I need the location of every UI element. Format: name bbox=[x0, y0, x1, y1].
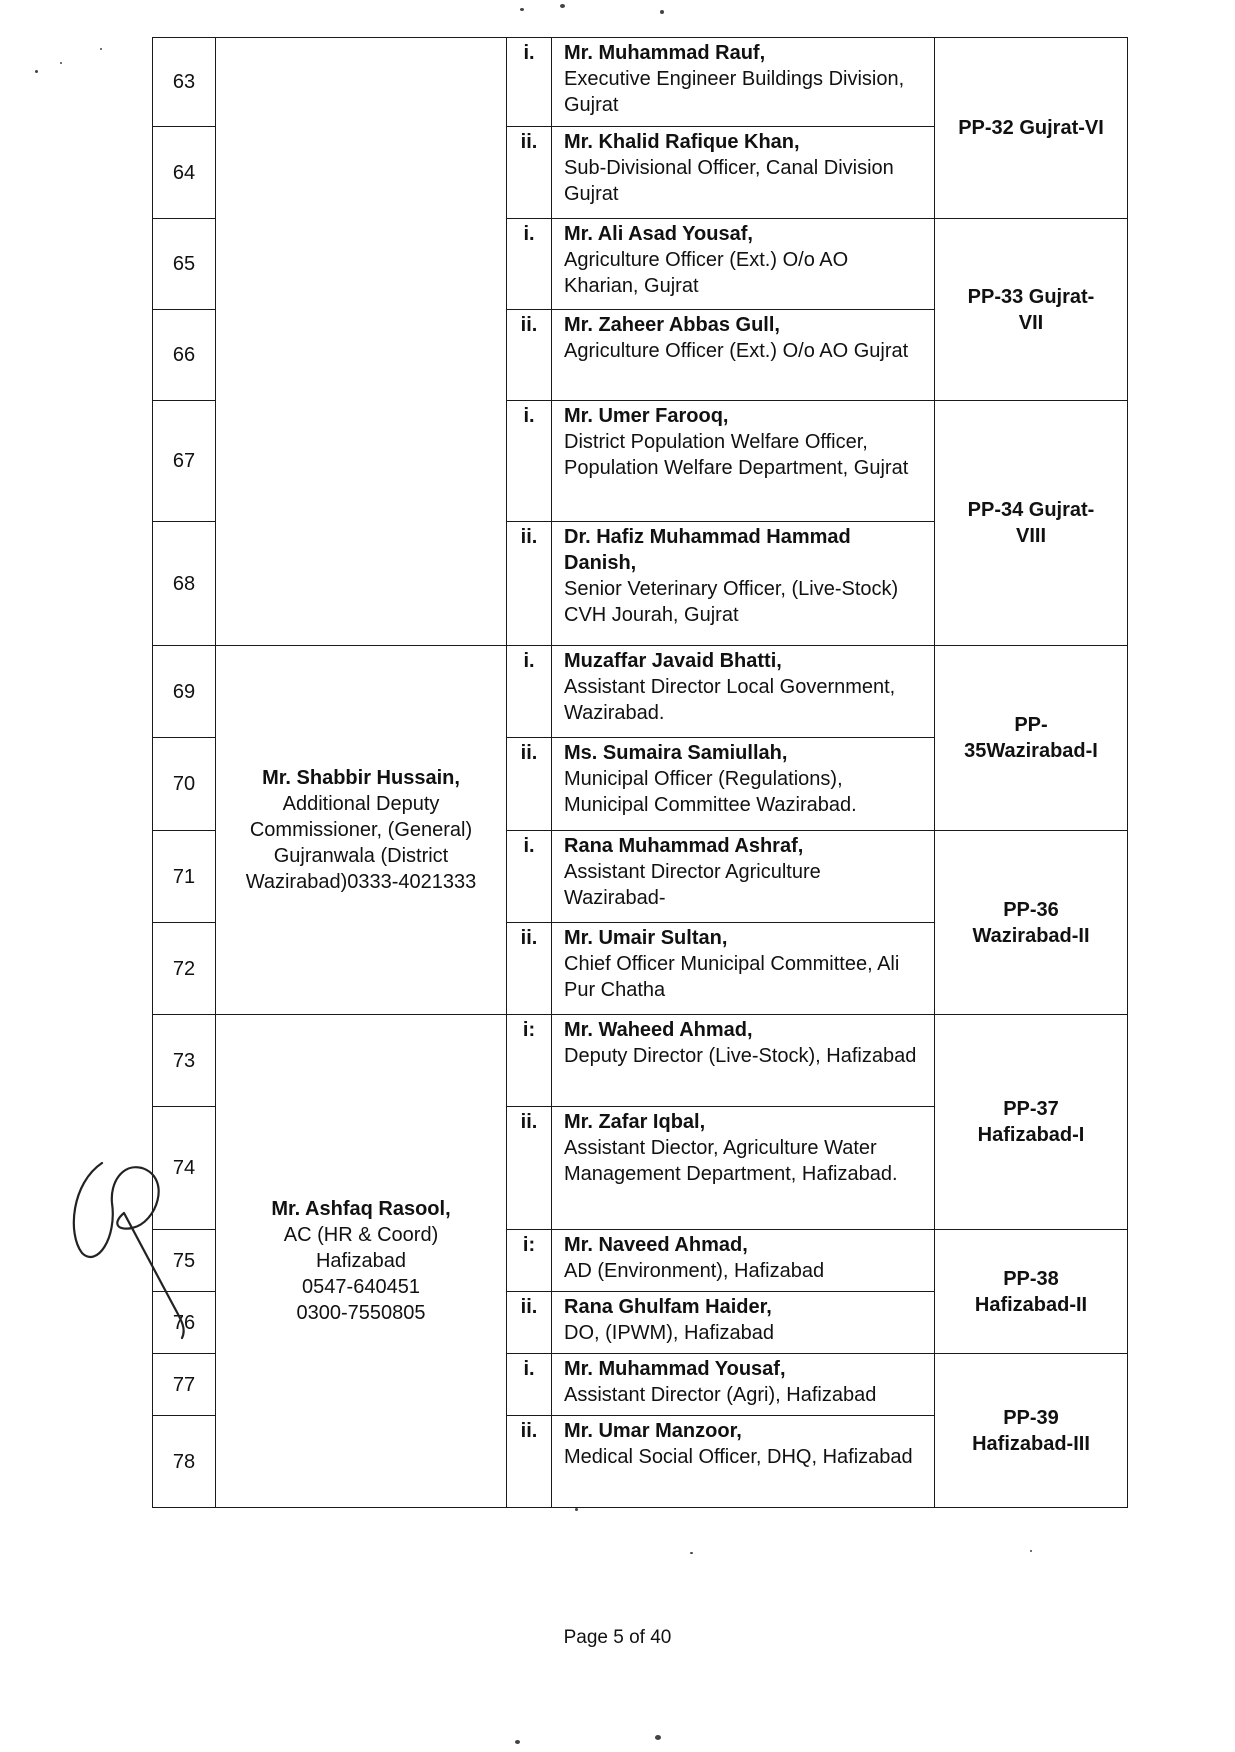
constituency-label-line2: 35Wazirabad-I bbox=[964, 740, 1098, 762]
constituency-label-line2: VII bbox=[1018, 311, 1044, 334]
serial-number: 70 bbox=[153, 738, 216, 831]
officer-cell bbox=[552, 1230, 935, 1292]
officer-designation: Agriculture Officer (Ext.) O/o AO Gujrat bbox=[564, 340, 909, 362]
officer-name: Mr. Waheed Ahmad, bbox=[564, 1019, 753, 1041]
officer-name: Rana Ghulfam Haider, bbox=[564, 1296, 772, 1318]
officer-cell bbox=[552, 1416, 935, 1508]
scan-speck bbox=[660, 10, 664, 14]
officer-designation: Sub-Divisional Officer, Canal Division Gujrat bbox=[564, 157, 894, 205]
returning-officer-cell-wazirabad bbox=[216, 646, 507, 1015]
returning-officer-name: Mr. Ashfaq Rasool, bbox=[271, 1198, 451, 1220]
officer-name: Mr. Muhammad Yousaf, bbox=[564, 1358, 786, 1380]
officer-cell bbox=[552, 401, 935, 522]
serial-number: 67 bbox=[153, 401, 216, 522]
officer-cell bbox=[552, 1354, 935, 1416]
handwritten-signature bbox=[62, 1143, 202, 1343]
constituency-cell bbox=[935, 1354, 1128, 1508]
page-number: Page 5 of 40 bbox=[563, 1627, 672, 1648]
scan-speck bbox=[100, 48, 102, 50]
sub-index: ii. bbox=[507, 923, 552, 1015]
scan-speck bbox=[655, 1735, 661, 1740]
returning-officer-line: AC (HR & Coord) bbox=[283, 1224, 439, 1246]
officer-designation: Agriculture Officer (Ext.) O/o AO Kharian, Gujrat bbox=[564, 249, 849, 297]
constituency-cell bbox=[935, 401, 1128, 646]
scan-speck bbox=[690, 1552, 693, 1554]
sub-index: ii. bbox=[507, 127, 552, 219]
officer-cell bbox=[552, 1015, 935, 1107]
officer-cell bbox=[552, 1107, 935, 1230]
officer-designation: Assistant Diector, Agriculture Water Management Department, Hafizabad. bbox=[564, 1137, 898, 1185]
officer-cell bbox=[552, 127, 935, 219]
constituency-cell bbox=[935, 831, 1128, 1015]
table-row bbox=[153, 1015, 1128, 1107]
officer-designation: Assistant Director (Agri), Hafizabad bbox=[564, 1384, 877, 1406]
constituency-label: PP-38 bbox=[1003, 1267, 1059, 1290]
officer-name: Muzaffar Javaid Bhatti, bbox=[564, 650, 782, 672]
scan-speck bbox=[520, 8, 524, 11]
constituency-label: PP-36 bbox=[1003, 898, 1059, 921]
returning-officer-phone: 0547-640451 bbox=[302, 1276, 420, 1298]
serial-number: 66 bbox=[153, 310, 216, 401]
returning-officer-line: Commissioner, (General) bbox=[249, 819, 473, 841]
serial-number: 75 bbox=[153, 1230, 216, 1292]
sub-index: ii. bbox=[507, 738, 552, 831]
officer-name: Dr. Hafiz Muhammad Hammad Danish, bbox=[564, 526, 851, 574]
serial-number: 73 bbox=[153, 1015, 216, 1107]
serial-number: 65 bbox=[153, 219, 216, 310]
officer-cell bbox=[552, 923, 935, 1015]
officer-cell bbox=[552, 831, 935, 923]
returning-officer-phone: Wazirabad)0333-4021333 bbox=[245, 871, 477, 893]
constituency-cell bbox=[935, 219, 1128, 401]
constituency-label: PP-32 Gujrat-VI bbox=[958, 117, 1104, 139]
scan-speck bbox=[35, 70, 38, 73]
sub-index: i. bbox=[507, 831, 552, 923]
serial-number: 71 bbox=[153, 831, 216, 923]
returning-officer-cell-gujrat bbox=[216, 38, 507, 646]
returning-officer-line: Additional Deputy bbox=[282, 793, 440, 815]
constituency-label: PP-34 Gujrat- bbox=[967, 499, 1095, 521]
returning-officer-line: Gujranwala (District bbox=[273, 845, 449, 867]
serial-number: 69 bbox=[153, 646, 216, 738]
serial-number: 76 bbox=[153, 1292, 216, 1354]
constituency-label-line2: Hafizabad-III bbox=[972, 1432, 1090, 1455]
sub-index: i. bbox=[507, 646, 552, 738]
officer-cell bbox=[552, 738, 935, 831]
sub-index: ii. bbox=[507, 310, 552, 401]
officer-cell bbox=[552, 38, 935, 127]
officer-cell bbox=[552, 1292, 935, 1354]
constituency-label-line2: Hafizabad-II bbox=[974, 1293, 1088, 1316]
returning-officer-cell-hafizabad bbox=[216, 1015, 507, 1508]
scan-speck bbox=[560, 4, 565, 8]
officer-designation: Chief Officer Municipal Committee, Ali Pur Chatha bbox=[564, 953, 900, 1001]
officer-designation: Municipal Officer (Regulations), Municipal Committee Wazirabad. bbox=[564, 768, 857, 816]
officer-name: Mr. Zaheer Abbas Gull, bbox=[564, 314, 780, 336]
officer-name: Mr. Naveed Ahmad, bbox=[564, 1234, 748, 1256]
constituency-cell bbox=[935, 1230, 1128, 1354]
sub-index: ii. bbox=[507, 1416, 552, 1508]
serial-number: 74 bbox=[153, 1107, 216, 1230]
officer-designation: Deputy Director (Live-Stock), Hafizabad bbox=[564, 1045, 917, 1067]
constituency-cell bbox=[935, 1015, 1128, 1230]
serial-number: 63 bbox=[153, 38, 216, 127]
officer-designation: Medical Social Officer, DHQ, Hafizabad bbox=[564, 1446, 913, 1468]
officer-cell bbox=[552, 522, 935, 646]
serial-number: 72 bbox=[153, 923, 216, 1015]
constituency-label: PP-37 bbox=[1003, 1098, 1059, 1120]
sub-index: i. bbox=[507, 38, 552, 127]
serial-number: 68 bbox=[153, 522, 216, 646]
officer-name: Mr. Zafar Iqbal, bbox=[564, 1111, 706, 1133]
serial-number: 78 bbox=[153, 1416, 216, 1508]
constituency-label: PP-39 bbox=[1003, 1406, 1059, 1429]
sub-index: i. bbox=[507, 1354, 552, 1416]
officer-name: Mr. Umer Farooq, bbox=[564, 405, 729, 427]
officer-designation: District Population Welfare Officer, Population Welfare Department, Gujrat bbox=[564, 431, 909, 479]
officer-cell bbox=[552, 219, 935, 310]
officer-name: Mr. Umar Manzoor, bbox=[564, 1420, 742, 1442]
officer-designation: Senior Veterinary Officer, (Live-Stock) CVH Jourah, Gujrat bbox=[564, 578, 899, 626]
officer-designation: Assistant Director Agriculture Wazirabad- bbox=[564, 861, 821, 909]
officer-name: Mr. Umair Sultan, bbox=[564, 927, 728, 949]
sub-index: i: bbox=[507, 1230, 552, 1292]
constituency-label: PP- bbox=[1014, 714, 1048, 736]
officer-name: Mr. Ali Asad Yousaf, bbox=[564, 223, 753, 245]
officer-designation: AD (Environment), Hafizabad bbox=[564, 1260, 825, 1282]
officer-name: Ms. Sumaira Samiullah, bbox=[564, 742, 788, 764]
scan-speck bbox=[515, 1740, 520, 1744]
constituency-label-line2: Wazirabad-II bbox=[972, 924, 1090, 947]
constituency-cell bbox=[935, 38, 1128, 219]
officer-allocation-table bbox=[152, 37, 1128, 1508]
officer-name: Mr. Khalid Rafique Khan, bbox=[564, 131, 800, 153]
constituency-label-line2: Hafizabad-I bbox=[977, 1124, 1085, 1146]
serial-number: 77 bbox=[153, 1354, 216, 1416]
officer-name: Mr. Muhammad Rauf, bbox=[564, 42, 766, 64]
officer-name: Rana Muhammad Ashraf, bbox=[564, 835, 804, 857]
sub-index: i: bbox=[507, 1015, 552, 1107]
officer-cell bbox=[552, 310, 935, 401]
returning-officer-phone: 0300-7550805 bbox=[296, 1302, 426, 1324]
officer-designation: DO, (IPWM), Hafizabad bbox=[564, 1322, 775, 1344]
scan-speck bbox=[60, 62, 62, 64]
sub-index: ii. bbox=[507, 522, 552, 646]
officer-cell bbox=[552, 646, 935, 738]
sub-index: i. bbox=[507, 219, 552, 310]
table-row bbox=[153, 646, 1128, 738]
sub-index: ii. bbox=[507, 1107, 552, 1230]
scan-speck bbox=[575, 1508, 578, 1511]
table-row bbox=[153, 38, 1128, 127]
officer-designation: Assistant Director Local Government, Wazirabad. bbox=[564, 676, 896, 724]
sub-index: i. bbox=[507, 401, 552, 522]
constituency-label: PP-33 Gujrat- bbox=[967, 285, 1095, 308]
scan-speck bbox=[1030, 1550, 1032, 1552]
returning-officer-line: Hafizabad bbox=[315, 1250, 407, 1272]
constituency-label-line2: VIII bbox=[1015, 525, 1046, 547]
returning-officer-name: Mr. Shabbir Hussain, bbox=[262, 767, 460, 789]
serial-number: 64 bbox=[153, 127, 216, 219]
constituency-cell bbox=[935, 646, 1128, 831]
officer-designation: Executive Engineer Buildings Division, Gujrat bbox=[564, 68, 905, 116]
sub-index: ii. bbox=[507, 1292, 552, 1354]
